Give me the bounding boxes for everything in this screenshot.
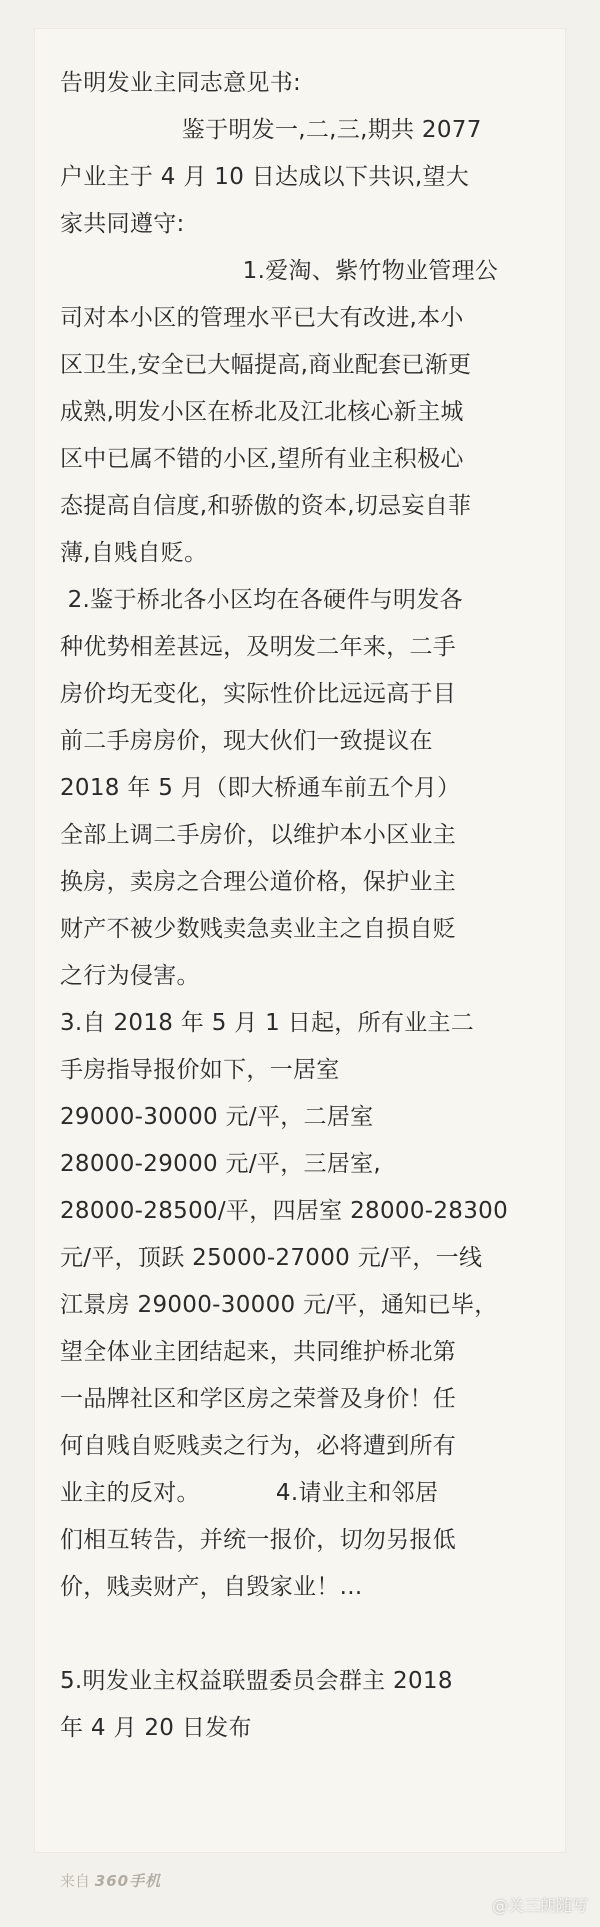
- letter-line: 成熟,明发小区在桥北及江北核心新主城: [60, 399, 464, 425]
- letter-line: 望全体业主团结起来，共同维护桥北第: [60, 1339, 457, 1365]
- letter-line: 年 4 月 20 日发布: [60, 1715, 252, 1741]
- letter-line: 户业主于 4 月 10 日达成以下共识,望大: [60, 164, 470, 190]
- letter-line: 房价均无变化，实际性价比远远高于目: [60, 681, 457, 707]
- letter-line: 何自贱自贬贱卖之行为，必将遭到所有: [60, 1433, 457, 1459]
- letter-line: 前二手房房价，现大伙们一致提议在: [60, 728, 433, 754]
- letter-line: 手房指导报价如下，一居室: [60, 1057, 340, 1083]
- letter-line: 28000-29000 元/平，三居室,: [60, 1151, 382, 1177]
- letter-body: [60, 60, 550, 1752]
- letter-line: 3.自 2018 年 5 月 1 日起，所有业主二: [60, 1010, 475, 1036]
- letter-line: 2018 年 5 月（即大桥通车前五个月）: [60, 775, 461, 801]
- letter-line: 29000-30000 元/平，二居室: [60, 1104, 374, 1130]
- letter-line: 元/平，顶跃 25000-27000 元/平，一线: [60, 1245, 483, 1271]
- letter-line: 司对本小区的管理水平已大有改进,本小: [60, 305, 464, 331]
- weibo-watermark: @关三朗随写: [491, 1896, 588, 1915]
- letter-line: 们相互转告，并统一报价，切勿另报低: [60, 1527, 457, 1553]
- letter-line: 之行为侵害。: [60, 963, 200, 989]
- letter-line: 区中已属不错的小区,望所有业主积极心: [60, 446, 464, 472]
- source-prefix: 来自: [60, 1872, 91, 1890]
- letter-line: 鉴于明发一,二,三,期共 2077: [60, 117, 482, 143]
- source-footer: [60, 1870, 161, 1891]
- letter-line: 江景房 29000-30000 元/平，通知已毕，: [60, 1292, 498, 1318]
- letter-line: 家共同遵守:: [60, 211, 185, 237]
- letter-line: 换房，卖房之合理公道价格，保护业主: [60, 869, 457, 895]
- letter-line: 态提高自信度,和骄傲的资本,切忌妄自菲: [60, 493, 472, 519]
- device-brand: 360手机: [94, 1872, 162, 1890]
- letter-line: 薄,自贱自贬。: [60, 540, 208, 566]
- letter-line: 区卫生,安全已大幅提高,商业配套已渐更: [60, 352, 472, 378]
- letter-line: 全部上调二手房价，以维护本小区业主: [60, 822, 457, 848]
- letter-line: 5.明发业主权益联盟委员会群主 2018: [60, 1668, 453, 1694]
- letter-line: 2.鉴于桥北各小区均在各硬件与明发各: [60, 587, 463, 613]
- letter-line: 财产不被少数贱卖急卖业主之自损自贬: [60, 916, 457, 942]
- letter-line: 种优势相差甚远，及明发二年来，二手: [60, 634, 457, 660]
- letter-line: 业主的反对。 4.请业主和邻居: [60, 1480, 439, 1506]
- letter-title: 告明发业主同志意见书:: [60, 70, 302, 96]
- letter-line: 价，贱卖财产，自毁家业！...: [60, 1574, 363, 1600]
- letter-line: 一品牌社区和学区房之荣誉及身价！任: [60, 1386, 457, 1412]
- blank-line: [60, 1611, 550, 1658]
- letter-line: 1.爱淘、紫竹物业管理公: [60, 258, 499, 284]
- letter-line: 28000-28500/平，四居室 28000-28300: [60, 1198, 509, 1224]
